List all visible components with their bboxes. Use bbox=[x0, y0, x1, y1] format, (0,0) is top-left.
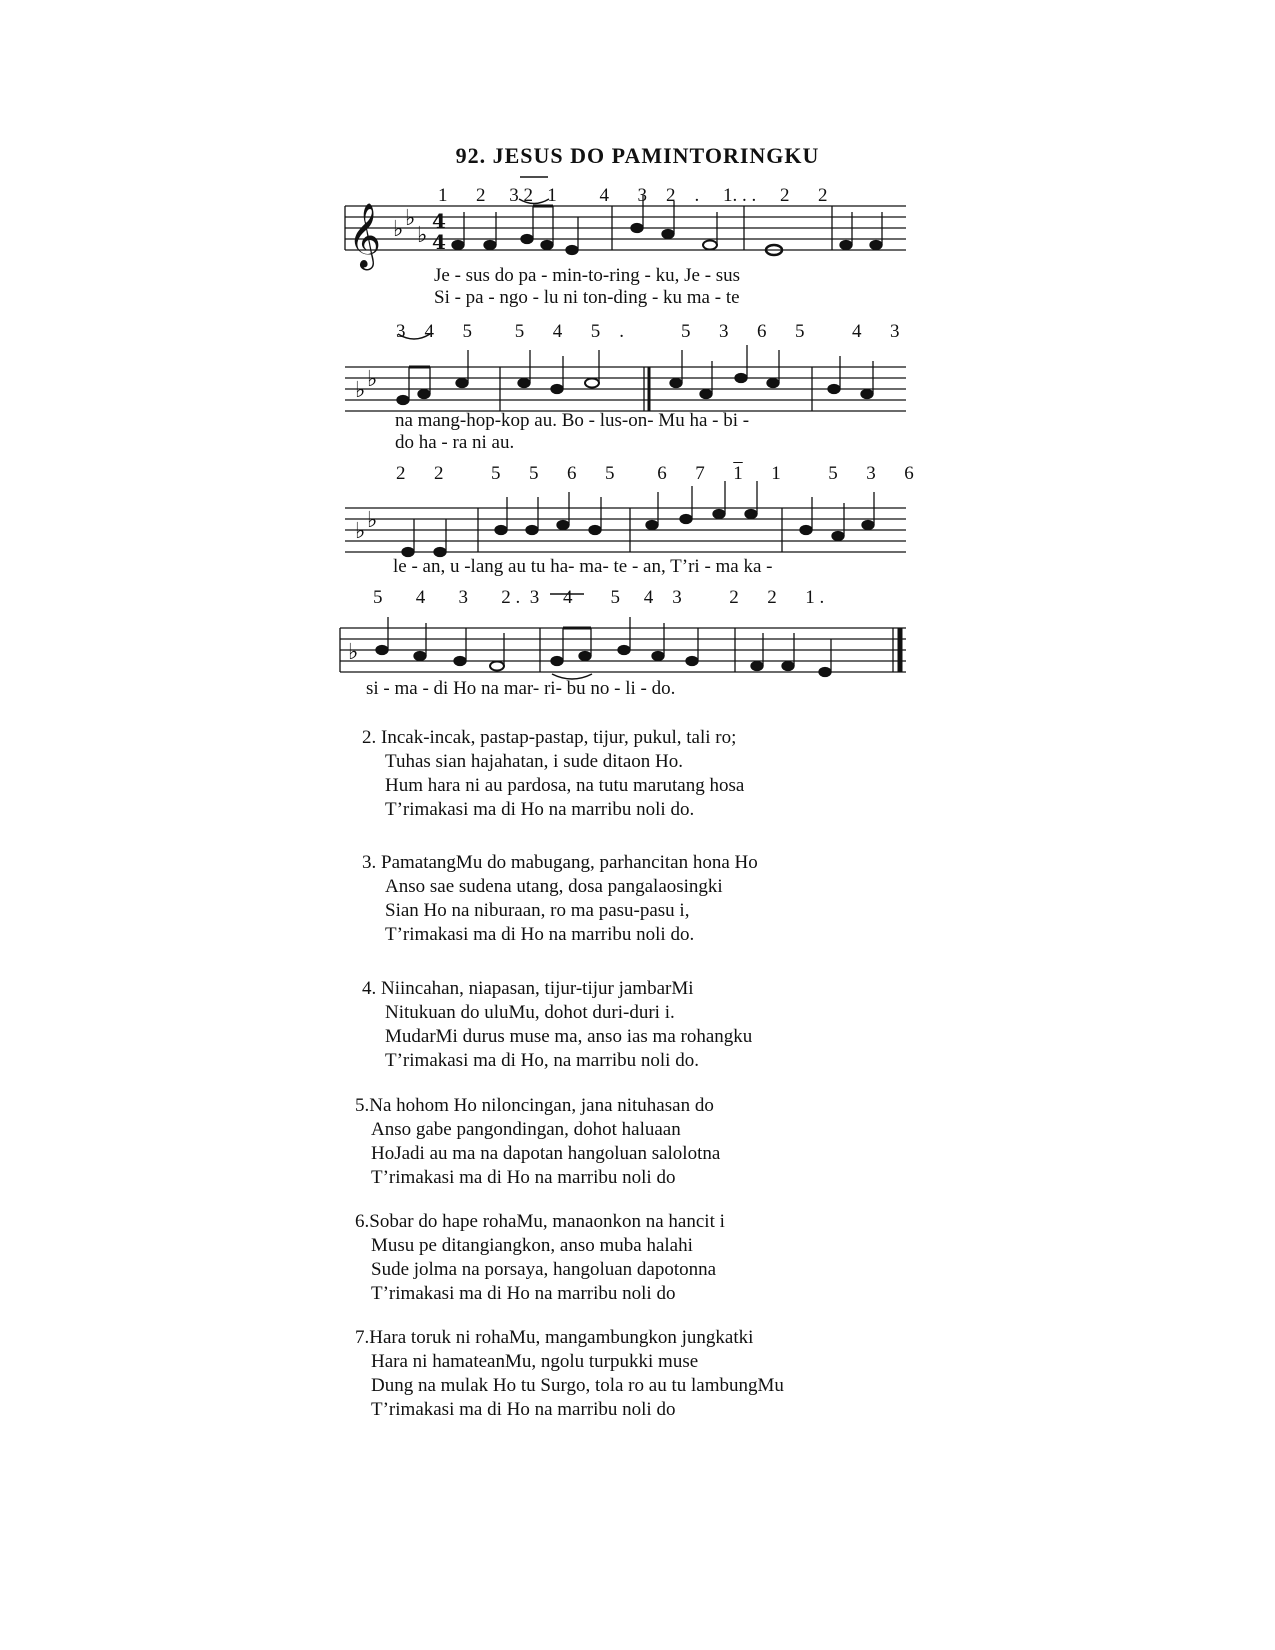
verse-line: Sude jolma na porsaya, hangoluan dapotonna bbox=[371, 1259, 717, 1280]
verse-line: 2. Incak-incak, pastap-pastap, tijur, pukul, tali ro; bbox=[362, 727, 737, 748]
svg-text:♭: ♭ bbox=[417, 223, 428, 248]
cipher-row-3: 2 2 5 5 6 5 6 7 1 1 5 3 6 bbox=[396, 463, 914, 484]
verse-line: 5.Na hohom Ho niloncingan, jana nituhasan do bbox=[355, 1095, 714, 1116]
cipher-row-2: 3 4 5 5 4 5 . 5 3 6 5 4 3 bbox=[396, 321, 900, 342]
svg-text:♭: ♭ bbox=[405, 206, 416, 231]
lyrics-1a: Je - sus do pa - min-to-ring - ku, Je - sus bbox=[434, 265, 741, 286]
verse-line: Anso sae sudena utang, dosa pangalaosingki bbox=[385, 876, 723, 897]
svg-text:♭: ♭ bbox=[355, 378, 366, 403]
cipher-row-1: 1 2 3 2 1 4 3 2 . 1. . . 2 2 bbox=[438, 185, 828, 206]
verse-3 bbox=[362, 851, 758, 947]
verse-5 bbox=[355, 1094, 720, 1190]
svg-text:♭: ♭ bbox=[355, 519, 366, 544]
svg-text:♭: ♭ bbox=[367, 508, 378, 533]
verse-line: T’rimakasi ma di Ho na marribu noli do bbox=[371, 1283, 676, 1304]
verse-line: T’rimakasi ma di Ho na marribu noli do. bbox=[385, 924, 695, 945]
verse-line: Hara ni hamateanMu, ngolu turpukki muse bbox=[371, 1351, 699, 1372]
svg-text:4: 4 bbox=[432, 209, 446, 233]
verse-line: 7.Hara toruk ni rohaMu, mangambungkon jungkatki bbox=[355, 1327, 754, 1348]
verse-line: Hum hara ni au pardosa, na tutu marutang hosa bbox=[385, 775, 745, 796]
verse-4 bbox=[362, 977, 752, 1073]
lyrics-3a: le - an, u -lang au tu ha- ma- te - an, T’ri - ma ka - bbox=[393, 556, 773, 577]
lyrics-2b: do ha - ra ni au. bbox=[395, 432, 515, 453]
treble-clef-icon: 𝄞 bbox=[348, 203, 382, 268]
verse-line: T’rimakasi ma di Ho, na marribu noli do. bbox=[385, 1050, 699, 1071]
song-title: 92. JESUS DO PAMINTORINGKU bbox=[455, 143, 820, 168]
verse-line: 6.Sobar do hape rohaMu, manaonkon na hancit i bbox=[355, 1211, 725, 1232]
lyrics-2a: na mang-hop-kop au. Bo - lus-on- Mu ha - bi - bbox=[395, 410, 750, 431]
staff-2 bbox=[345, 367, 906, 411]
verse-line: MudarMi durus muse ma, anso ias ma rohangku bbox=[385, 1026, 753, 1047]
svg-text:4: 4 bbox=[432, 230, 446, 254]
verse-7 bbox=[355, 1326, 784, 1422]
verse-line: 4. Niincahan, niapasan, tijur-tijur jambarMi bbox=[362, 978, 694, 999]
staff-3 bbox=[345, 508, 906, 552]
lyrics-1b: Si - pa - ngo - lu ni ton-ding - ku ma - te bbox=[434, 287, 740, 308]
svg-text:♭: ♭ bbox=[348, 640, 359, 665]
verse-line: Sian Ho na niburaan, ro ma pasu-pasu i, bbox=[385, 900, 690, 921]
cipher-row-4: 5 4 3 2 . 3 4 5 4 3 2 2 1 . bbox=[373, 587, 825, 608]
verse-6 bbox=[355, 1210, 725, 1306]
verse-line: T’rimakasi ma di Ho na marribu noli do bbox=[371, 1167, 676, 1188]
svg-text:♭: ♭ bbox=[393, 217, 404, 242]
staff-1 bbox=[345, 206, 906, 250]
verse-line: T’rimakasi ma di Ho na marribu noli do. bbox=[385, 799, 695, 820]
verse-line: Tuhas sian hajahatan, i sude ditaon Ho. bbox=[385, 751, 683, 772]
verse-line: Musu pe ditangiangkon, anso muba halahi bbox=[371, 1235, 693, 1256]
verse-2 bbox=[362, 726, 744, 822]
verse-line: 3. PamatangMu do mabugang, parhancitan hona Ho bbox=[362, 852, 758, 873]
verse-line: T’rimakasi ma di Ho na marribu noli do bbox=[371, 1399, 676, 1420]
verse-line: HoJadi au ma na dapotan hangoluan salolotna bbox=[371, 1143, 721, 1164]
verse-line: Anso gabe pangondingan, dohot haluaan bbox=[371, 1119, 681, 1140]
svg-text:♭: ♭ bbox=[367, 367, 378, 392]
lyrics-4a: si - ma - di Ho na mar- ri- bu no - li - do. bbox=[366, 678, 676, 699]
verse-line: Dung na mulak Ho tu Surgo, tola ro au tu lambungMu bbox=[371, 1375, 784, 1396]
verse-line: Nitukuan do uluMu, dohot duri-duri i. bbox=[385, 1002, 675, 1023]
